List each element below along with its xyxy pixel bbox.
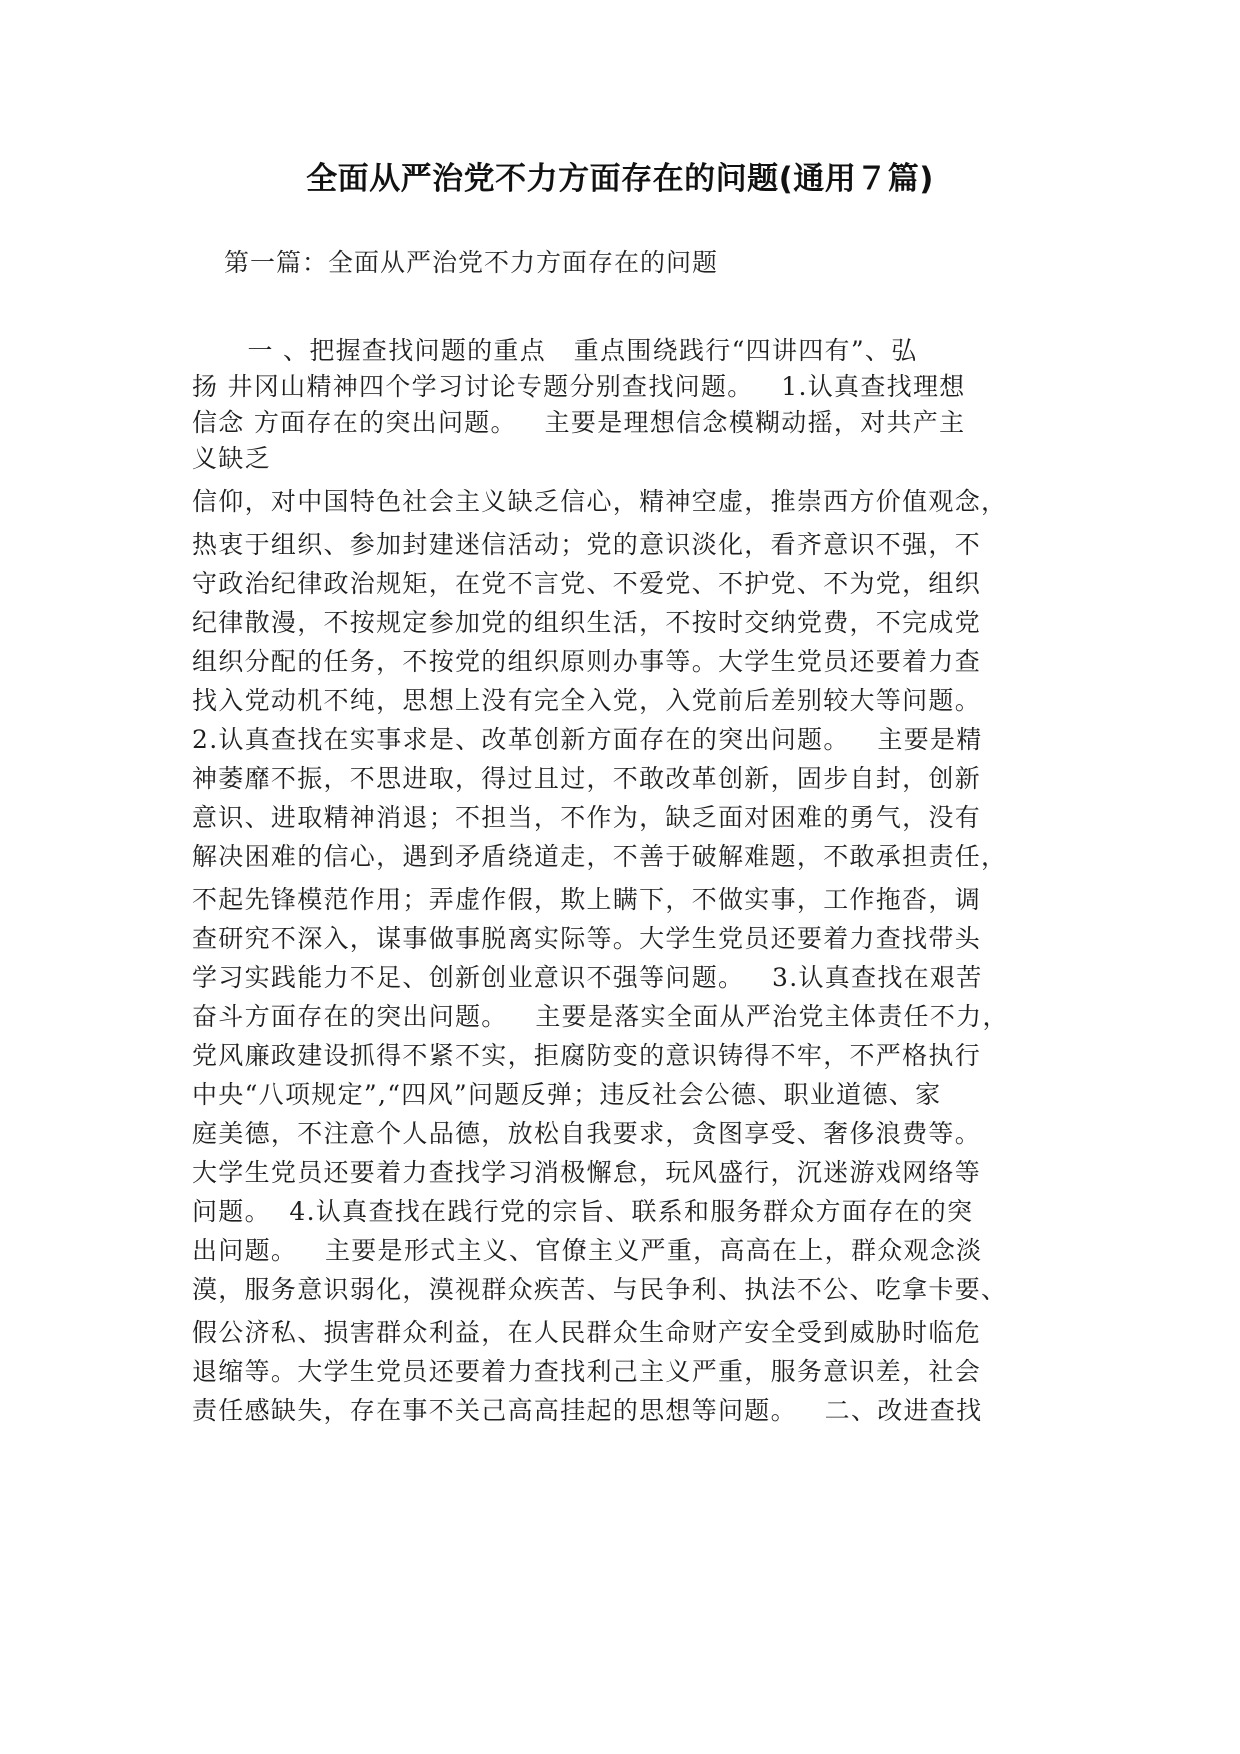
document-subtitle: 第一篇：全面从严治党不力方面存在的问题 [224, 248, 719, 277]
text-line: 漠，服务意识弱化，漠视群众疾苦、与民争利、执法不公、吃拿卡要、 [192, 1275, 1008, 1304]
text-line: 神萎靡不振，不思进取，得过且过，不敢改革创新，固步自封，创新 [192, 764, 982, 793]
text-line: 解决困难的信心，遇到矛盾绕道走，不善于破解难题，不敢承担责任， [192, 842, 1008, 871]
text-line: 2.认真查找在实事求是、改革创新方面存在的突出问题。 主要是精 [192, 725, 983, 754]
text-line: 纪律散漫，不按规定参加党的组织生活，不按时交纳党费，不完成党 [192, 608, 982, 637]
text-line: 假公济私、损害群众利益，在人民群众生命财产安全受到威胁时临危 [192, 1318, 982, 1347]
text-line: 大学生党员还要着力查找学习消极懈怠，玩风盛行，沉迷游戏网络等 [192, 1158, 982, 1187]
body-text [192, 333, 1052, 1429]
text-line: 一 、把握查找问题的重点 重点围绕践行“四讲四有”、弘 [192, 336, 918, 365]
text-line: 中央“八项规定”,“四风”问题反弹；违反社会公德、职业道德、家 [192, 1080, 942, 1109]
text-line: 问题。 4.认真查找在践行党的宗旨、联系和服务群众方面存在的突 [192, 1197, 974, 1226]
text-line: 查研究不深入，谋事做事脱离实际等。大学生党员还要着力查找带头 [192, 924, 982, 953]
text-line: 热衷于组织、参加封建迷信活动；党的意识淡化，看齐意识不强，不 [192, 530, 982, 559]
text-line: 守政治纪律政治规矩，在党不言党、不爱党、不护党、不为党，组织 [192, 569, 982, 598]
text-line: 党风廉政建设抓得不紧不实，拒腐防变的意识铸得不牢，不严格执行 [192, 1041, 982, 1070]
text-line: 信念 方面存在的突出问题。 主要是理想信念模糊动摇，对共产主 [192, 408, 966, 437]
text-line: 信仰，对中国特色社会主义缺乏信心，精神空虚，推崇西方价值观念， [192, 487, 1008, 516]
document-title: 全面从严治党不力方面存在的问题(通用７篇) [306, 161, 934, 197]
text-line: 找入党动机不纯，思想上没有完全入党，入党前后差别较大等问题。 [192, 686, 982, 715]
text-line: 意识、进取精神消退；不担当，不作为，缺乏面对困难的勇气，没有 [192, 803, 982, 832]
text-line: 庭美德，不注意个人品德，放松自我要求，贪图享受、奢侈浪费等。 [192, 1119, 982, 1148]
text-line: 奋斗方面存在的突出问题。 主要是落实全面从严治党主体责任不力， [192, 1002, 1009, 1031]
text-line: 退缩等。大学生党员还要着力查找利己主义严重，服务意识差，社会 [192, 1357, 982, 1386]
text-line: 义缺乏 [192, 444, 271, 473]
text-line: 出问题。 主要是形式主义、官僚主义严重，高高在上，群众观念淡 [192, 1236, 983, 1265]
text-line: 学习实践能力不足、创新创业意识不强等问题。 3.认真查找在艰苦 [192, 963, 983, 992]
text-line: 扬 井冈山精神四个学习讨论专题分别查找问题。 1.认真查找理想 [192, 372, 966, 401]
text-line: 不起先锋模范作用；弄虚作假，欺上瞒下，不做实事，工作拖沓，调 [192, 885, 982, 914]
text-line: 组织分配的任务，不按党的组织原则办事等。大学生党员还要着力查 [192, 647, 982, 676]
text-line: 责任感缺失，存在事不关己高高挂起的思想等问题。 二、改进查找 [192, 1396, 983, 1425]
